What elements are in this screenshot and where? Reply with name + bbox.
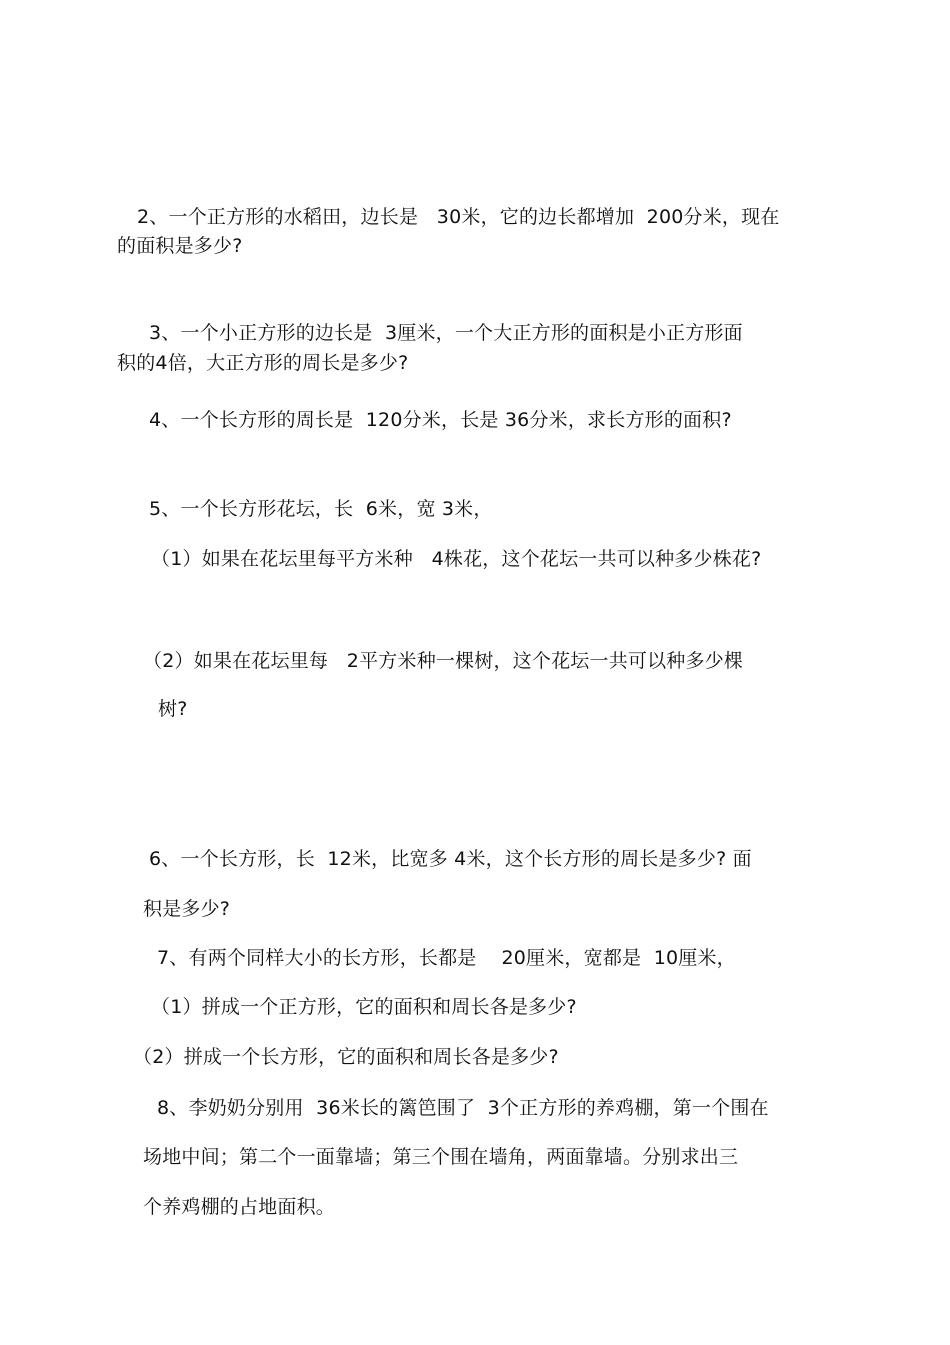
problem-5-line-1: 5、一个长方形花坛，长 6米，宽 3米，	[149, 498, 493, 520]
problem-8-line-3: 个养鸡棚的占地面积。	[143, 1196, 336, 1218]
problem-7-sub-2: （2）拼成一个长方形，它的面积和周长各是多少?	[133, 1046, 559, 1068]
problem-6-line-2: 积是多少?	[143, 898, 231, 920]
problem-2-line-1: 2、一个正方形的水稻田，边长是 30米，它的边长都增加 200分米，现在	[137, 206, 780, 228]
problem-2-line-2: 的面积是多少?	[117, 235, 243, 257]
problem-5-sub-2-line-1: （2）如果在花坛里每 2平方米种一棵树，这个花坛一共可以种多少棵	[143, 650, 744, 672]
problem-4-line-1: 4、一个长方形的周长是 120分米，长是 36分米，求长方形的面积?	[149, 409, 732, 431]
problem-3-line-2: 积的4倍，大正方形的周长是多少?	[117, 352, 409, 374]
problem-7-line-1: 7、有两个同样大小的长方形，长都是 20厘米，宽都是 10厘米，	[157, 947, 736, 969]
problem-3-line-1: 3、一个小正方形的边长是 3厘米，一个大正方形的面积是小正方形面	[149, 322, 743, 344]
problem-8-line-1: 8、李奶奶分别用 36米长的篱笆围了 3个正方形的养鸡棚，第一个围在	[157, 1097, 769, 1119]
problem-6-line-1: 6、一个长方形，长 12米，比宽多 4米，这个长方形的周长是多少? 面	[149, 848, 752, 870]
problem-5-sub-1: （1）如果在花坛里每平方米种 4株花，这个花坛一共可以种多少株花?	[151, 548, 762, 570]
problem-5-sub-2-line-2: 树?	[158, 698, 188, 720]
problem-8-line-2: 场地中间；第二个一面靠墙；第三个围在墙角，两面靠墙。分别求出三	[143, 1146, 739, 1168]
problem-7-sub-1: （1）拼成一个正方形，它的面积和周长各是多少?	[151, 996, 577, 1018]
